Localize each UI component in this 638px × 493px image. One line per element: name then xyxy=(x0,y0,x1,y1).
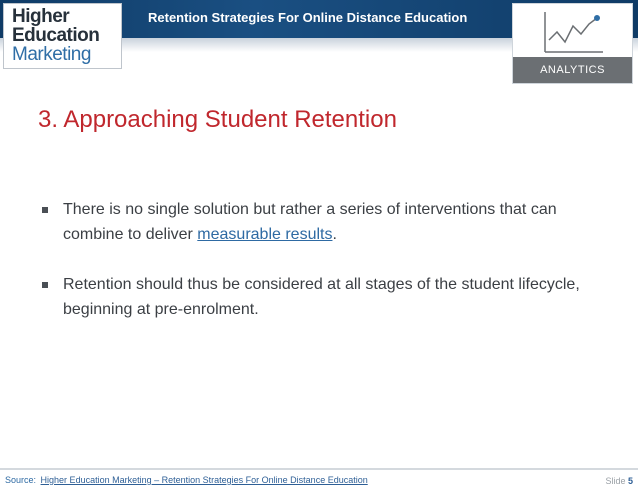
bullet-square-icon xyxy=(42,207,48,213)
source-link[interactable]: Higher Education Marketing – Retention Strategies For Online Distance Education xyxy=(40,475,368,485)
measurable-results-link[interactable]: measurable results xyxy=(197,226,333,243)
footer xyxy=(0,468,638,493)
header xyxy=(0,0,638,76)
source-label: Source: xyxy=(5,475,37,485)
bullet-text-end: . xyxy=(332,226,337,243)
bullet-item-2 xyxy=(38,272,598,322)
logo-line-1: Higher xyxy=(12,6,70,27)
logo xyxy=(3,3,122,69)
slide-number-value: 5 xyxy=(627,476,633,486)
bullet-text: Retention should thus be considered at all stages of the student lifecycle, beginning at pre-enrolment. xyxy=(63,276,580,318)
analytics-label: ANALYTICS xyxy=(513,57,632,83)
footer-source xyxy=(5,475,368,485)
bullet-list xyxy=(38,197,598,347)
analytics-badge xyxy=(512,3,633,84)
presentation-title: Retention Strategies For Online Distance Education xyxy=(148,10,468,25)
bullet-item-1 xyxy=(38,197,598,247)
logo-line-3: Marketing xyxy=(12,44,91,65)
bullet-text: There is no single solution but rather a series of interventions that can combine to deliver xyxy=(63,201,557,243)
logo-line-2: Education xyxy=(12,25,100,46)
slide-label: Slide xyxy=(605,476,626,486)
bullet-square-icon xyxy=(42,282,48,288)
line-chart-icon xyxy=(543,10,605,54)
slide-number xyxy=(605,476,633,486)
slide-heading: 3. Approaching Student Retention xyxy=(38,106,397,133)
